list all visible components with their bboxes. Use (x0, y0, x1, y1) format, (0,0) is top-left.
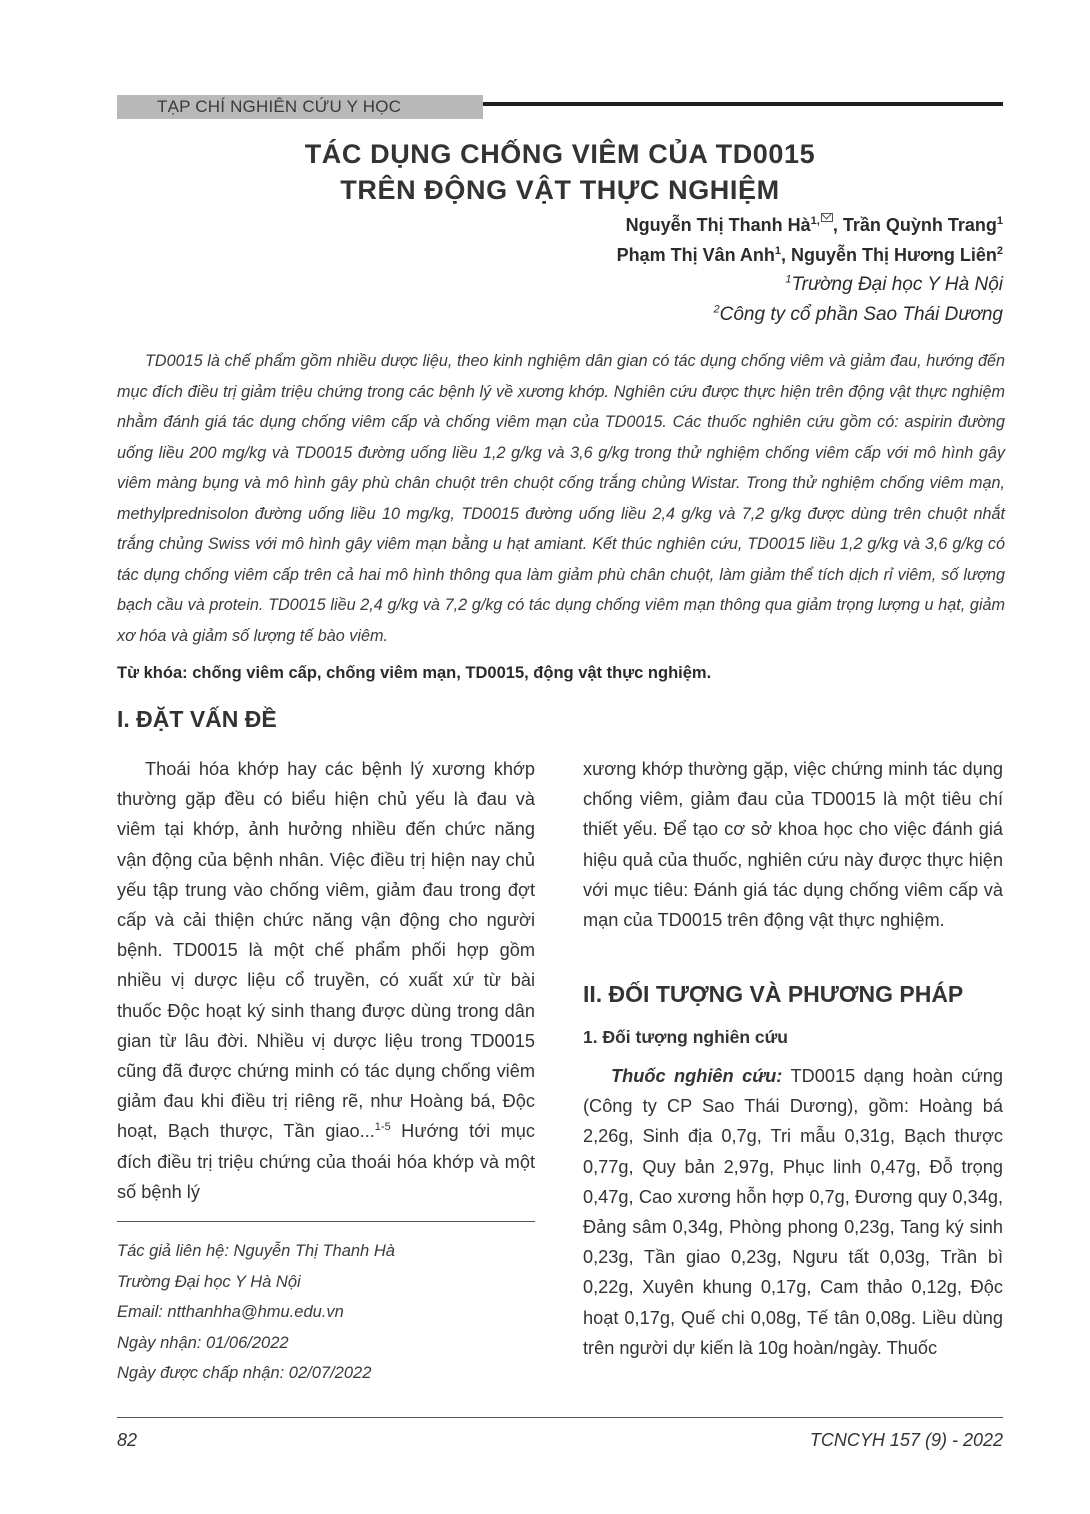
envelope-icon (821, 213, 833, 222)
header-rule (483, 102, 1003, 106)
author-name: Phạm Thị Vân Anh (616, 245, 775, 265)
intro-text-cont: Hướng tới mục đích điều trị triệu chứng của thoái hóa khớp và một số bệnh lý (117, 1121, 535, 1202)
affiliation-mark: 1, (810, 215, 820, 227)
methods-text: TD0015 dạng hoàn cứng (Công ty CP Sao Thái Dương), gồm: Hoàng bá 2,26g, Sinh địa 0,7g, Tri mẫu 0,31g, Bạch thược 0,77g, Quy bản 2,97g, Phục linh 0,47g, Đỗ trọng 0,47g, Cao xương hỗn hợp 0,7g, Đương quy 0,34g, Đảng sâm 0,34g, Phòng phong 0,23g, Tang ký sinh 0,23g, Tần giao 0,23g, Ngưu tất 0,03g, Trần bì 0,22g, Xuyên khung 0,17g, Cam thảo 0,12g, Độc hoạt 0,17g, Quế chi 0,08g, Tế tân 0,08g. Liều dùng trên người dự kiến là 10g hoàn/ngày. Thuốc (583, 1066, 1004, 1358)
title-line-1: TÁC DỤNG CHỐNG VIÊM CỦA TD0015 (304, 139, 816, 169)
methods-paragraph (583, 1061, 1003, 1363)
affiliation-text: Trường Đại học Y Hà Nội (791, 274, 1003, 295)
intro-paragraph-cont: xương khớp thường gặp, việc chứng minh tác dụng chống viêm, giảm đau của TD0015 là một tiêu chí thiết yếu. Để tạo cơ sở khoa học cho việc đánh giá hiệu quả của thuốc, nghiên cứu này được thực hiện với mục tiêu: Đánh giá tác dụng chống viêm cấp và mạn của TD0015 trên động vật thực nghiệm. (583, 759, 1003, 931)
intro-text: Thoái hóa khớp hay các bệnh lý xương khớp thường gặp đều có biểu hiện chủ yếu là đau và viêm tại khớp, ảnh hưởng nhiều đến chức năng vận động của bệnh nhân. Việc điều trị hiện nay chủ yếu tập trung vào chống viêm, giảm đau trong đợt cấp và cải thiện chức năng vận động cho người bệnh. TD0015 là một chế phẩm phối hợp gồm nhiều vị dược liệu cổ truyền, có xuất xứ từ bài thuốc Độc hoạt ký sinh thang được dùng trong dân gian từ lâu đời. Nhiều vị dược liệu trong TD0015 cũng đã được chứng minh có tác dụng chống viêm giảm đau khi điều trị riêng rẽ, như Hoàng bá, Độc hoạt, Bạch thược, Tần giao... (117, 759, 535, 1142)
intro-paragraph (117, 754, 535, 1207)
keywords: Từ khóa: chống viêm cấp, chống viêm mạn, TD0015, động vật thực nghiệm. (117, 664, 712, 682)
author-name: , Nguyễn Thị Hương Liên (781, 245, 997, 265)
citation-ref: 1-5 (374, 1121, 391, 1134)
footer-rule (117, 1417, 1003, 1418)
affiliation-text: Công ty cổ phần Sao Thái Dương (719, 304, 1003, 325)
article-title (0, 136, 1090, 208)
footnote-received: Ngày nhận: 01/06/2022 (117, 1333, 289, 1352)
affiliation-mark: 2 (996, 245, 1003, 257)
author-name: , Trần Quỳnh Trang (832, 215, 997, 235)
author-name: Nguyễn Thị Thanh Hà (625, 215, 811, 235)
affiliation-mark: 1 (785, 273, 792, 286)
author-line-1 (617, 210, 1003, 240)
correspondence-footnote (117, 1236, 537, 1389)
author-line-2 (617, 240, 1003, 270)
footnote-institution: Trường Đại học Y Hà Nội (117, 1272, 301, 1291)
affiliation-mark: 2 (713, 303, 720, 316)
section-heading-intro: I. ĐẶT VẤN ĐỀ (117, 706, 277, 732)
journal-header-band: TẠP CHÍ NGHIÊN CỨU Y HỌC (117, 95, 483, 119)
run-in-heading: Thuốc nghiên cứu: (611, 1066, 783, 1086)
page-number: 82 (117, 1430, 138, 1450)
footnote-email: Email: ntthanhha@hmu.edu.vn (117, 1303, 344, 1321)
affiliation-1 (617, 270, 1003, 300)
footnote-rule (117, 1221, 535, 1222)
abstract: TD0015 là chế phẩm gồm nhiều dược liệu, theo kinh nghiệm dân gian có tác dụng chống viêm và giảm đau, hướng đến mục đích điều trị giảm triệu chứng trong các bệnh lý về xương khớp. Nghiên cứu được thực hiện trên động vật thực nghiệm nhằm đánh giá tác dụng chống viêm cấp và chống viêm mạn của TD0015. Các thuốc nghiên cứu gồm có: aspirin đường uống liều 200 mg/kg và TD0015 đường uống liều 1,2 g/kg và 3,6 g/kg trong thử nghiệm chống viêm cấp với mô hình gây viêm màng bụng và mô hình gây phù chân chuột trên chuột cống trắng chủng Wistar. Trong thử nghiệm chống viêm mạn, methylprednisolon đường uống liều 10 mg/kg, TD0015 đường uống liều 2,4 g/kg và 7,2 g/kg được dùng trên chuột nhắt trắng chủng Swiss với mô hình gây viêm mạn bằng u hạt amiant. Kết thúc nghiên cứu, TD0015 liều 1,2 g/kg và 3,6 g/kg có tác dụng chống viêm cấp trên cả hai mô hình thông qua làm giảm phù chân chuột, làm giảm thể tích dịch rỉ viêm, số lượng bạch cầu và protein. TD0015 liều 2,4 g/kg và 7,2 g/kg có tác dụng chống viêm mạn thông qua giảm trọng lượng u hạt, giảm xơ hóa và giảm số lượng tế bào viêm. (117, 352, 1005, 645)
title-line-2: TRÊN ĐỘNG VẬT THỰC NGHIỆM (340, 175, 780, 205)
footnote-contact: Tác giả liên hệ: Nguyễn Thị Thanh Hà (117, 1242, 395, 1260)
affiliation-mark: 1 (774, 245, 782, 257)
author-block (617, 210, 1003, 330)
journal-citation: TCNCYH 157 (9) - 2022 (809, 1430, 1003, 1450)
section-heading-methods: II. ĐỐI TƯỢNG VÀ PHƯƠNG PHÁP (583, 981, 964, 1007)
subsection-heading: 1. Đối tượng nghiên cứu (583, 1027, 789, 1047)
affiliation-mark: 1 (996, 215, 1003, 227)
affiliation-2 (617, 300, 1003, 330)
footnote-accepted: Ngày được chấp nhận: 02/07/2022 (117, 1364, 372, 1382)
